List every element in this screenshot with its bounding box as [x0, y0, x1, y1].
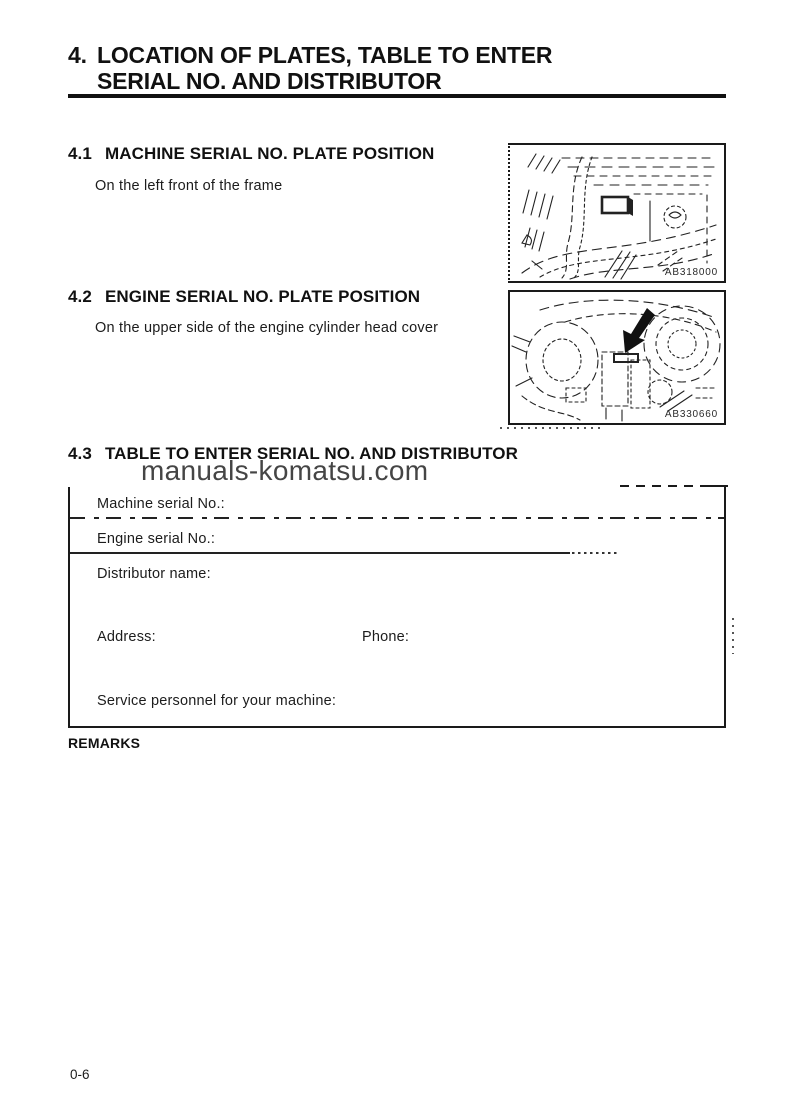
watermark-text: manuals-komatsu.com: [141, 455, 429, 486]
distributor-field-label: Distributor name:: [97, 566, 211, 582]
section-4-3-number: 4.3: [68, 444, 92, 463]
section-4-2-heading: [68, 287, 420, 307]
address-field-label: Address:: [97, 629, 156, 645]
section-4-2-body: On the upper side of the engine cylinder head cover: [95, 320, 439, 336]
row-separator-solid: [70, 552, 570, 554]
section-4-2-number: 4.2: [68, 287, 92, 306]
figure-1-code: AB318000: [664, 267, 718, 278]
machine-serial-field-label: Machine serial No.:: [97, 496, 225, 512]
section-4-1-number: 4.1: [68, 144, 92, 163]
engine-line-drawing-icon: [510, 292, 724, 423]
title-underline: [68, 94, 726, 98]
row-separator-dots: [572, 552, 618, 554]
row-separator-dashed: [70, 517, 724, 519]
chapter-number: 4.: [68, 42, 87, 68]
remarks-label: REMARKS: [68, 735, 141, 751]
section-4-1-body: On the left front of the frame: [95, 178, 283, 194]
section-4-1-title: MACHINE SERIAL NO. PLATE POSITION: [104, 144, 435, 163]
table-top-border-dashed: [620, 485, 702, 487]
chapter-title: [68, 42, 728, 94]
figure-machine-serial-plate: [508, 143, 726, 283]
section-4-2-title: ENGINE SERIAL NO. PLATE POSITION: [104, 287, 421, 306]
table-top-border-solid: [700, 485, 728, 487]
section-4-3-title: TABLE TO ENTER SERIAL NO. AND DISTRIBUTOR: [104, 444, 518, 463]
engine-serial-field-label: Engine serial No.:: [97, 531, 216, 547]
scan-artifact: [732, 618, 734, 654]
section-4-1-heading: [68, 144, 434, 164]
scan-artifact: [500, 427, 604, 429]
phone-field-label: Phone:: [362, 629, 410, 645]
serial-distributor-table: [68, 487, 726, 728]
figure-engine-serial-plate: [508, 290, 726, 425]
chapter-title-line2: SERIAL NO. AND DISTRIBUTOR: [97, 68, 442, 94]
chapter-title-line1: LOCATION OF PLATES, TABLE TO ENTER: [97, 42, 553, 68]
service-personnel-field-label: Service personnel for your machine:: [97, 693, 337, 709]
figure-2-code: AB330660: [664, 409, 718, 420]
page-number: 0-6: [70, 1067, 90, 1082]
machine-line-drawing-icon: [510, 145, 724, 281]
